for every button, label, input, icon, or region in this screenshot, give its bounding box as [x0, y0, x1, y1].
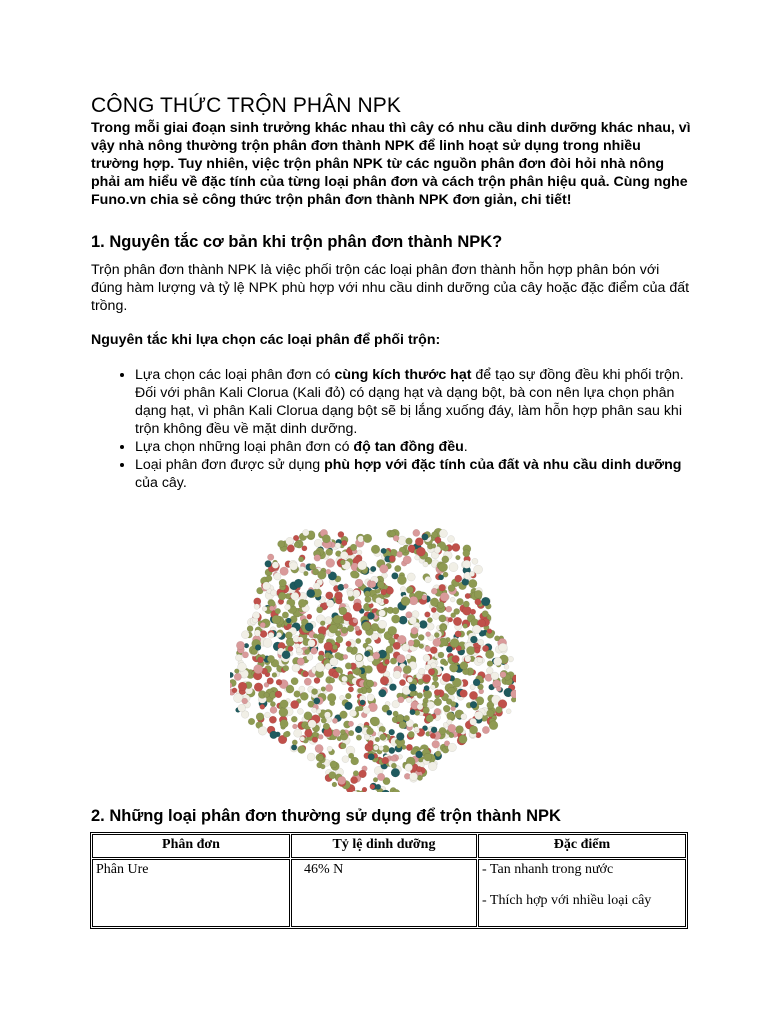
- page-title: CÔNG THỨC TRỘN PHÂN NPK: [91, 94, 401, 117]
- col-header-fertilizer: Phân đơn: [92, 834, 290, 858]
- principles-list: [91, 366, 691, 492]
- document-page: [91, 93, 691, 492]
- section1-subheading: Nguyên tắc khi lựa chọn các loại phân để phối trộn:: [91, 332, 441, 348]
- col-header-nutrient-ratio: Tỷ lệ dinh dưỡng: [291, 834, 477, 858]
- list-item: • Lựa chọn các loại phân đơn có cùng kích thước hạt để tạo sự đồng đều khi phối trộn. Đối với phân Kali Clorua (Kali đỏ) có dạng hạt và dạng bột, bà con nên lựa chọn phân dạng hạt, vì phân Kali Clorua dạng bột sẽ bị lắng xuống đáy, làm hỗn hợp phân sau khi trộn không đều về mặt dinh dưỡng.: [135, 366, 691, 438]
- section1-paragraph: Trộn phân đơn thành NPK là việc phối trộn các loại phân đơn thành hỗn hợp phân bón với đúng hàm lượng và tỷ lệ NPK phù hợp với nhu cầu dinh dưỡng của cây hoặc đặc điểm của đất trồng.: [91, 262, 690, 314]
- section1-heading: 1. Nguyên tắc cơ bản khi trộn phân đơn thành NPK?: [91, 233, 503, 251]
- section2-heading: 2. Những loại phân đơn thường sử dụng để trộn thành NPK: [91, 807, 561, 825]
- cell-fertilizer: Phân Ure: [92, 859, 290, 927]
- table-row: [92, 859, 686, 927]
- list-item: • Loại phân đơn được sử dụng phù hợp với đặc tính của đất và nhu cầu dinh dưỡng của cây.: [135, 456, 691, 492]
- cell-nutrient-ratio: 46% N: [291, 859, 477, 927]
- fertilizer-table: [90, 832, 688, 929]
- npk-granules-photo: [230, 516, 516, 792]
- table-header-row: [92, 834, 686, 858]
- intro-paragraph: Trong mỗi giai đoạn sinh trưởng khác nhau thì cây có nhu cầu dinh dưỡng khác nhau, vì vậy nhà nông thường trộn phân đơn thành NPK để linh hoạt sử dụng trong nhiều trường hợp. Tuy nhiên, việc trộn phân NPK từ các nguồn phân đơn đòi hỏi nhà nông phải am hiểu về đặc tính của từng loại phân đơn và cách trộn phân hiệu quả. Cùng nghe Funo.vn chia sẻ công thức trộn phân đơn thành NPK đơn giản, chi tiết!: [91, 120, 691, 208]
- col-header-characteristics: Đặc điểm: [478, 834, 686, 858]
- cell-characteristics: - Tan nhanh trong nước - Thích hợp với nhiều loại cây: [478, 859, 686, 927]
- granules-image: [230, 516, 516, 792]
- list-item: • Lựa chọn những loại phân đơn có độ tan đồng đều.: [135, 438, 691, 456]
